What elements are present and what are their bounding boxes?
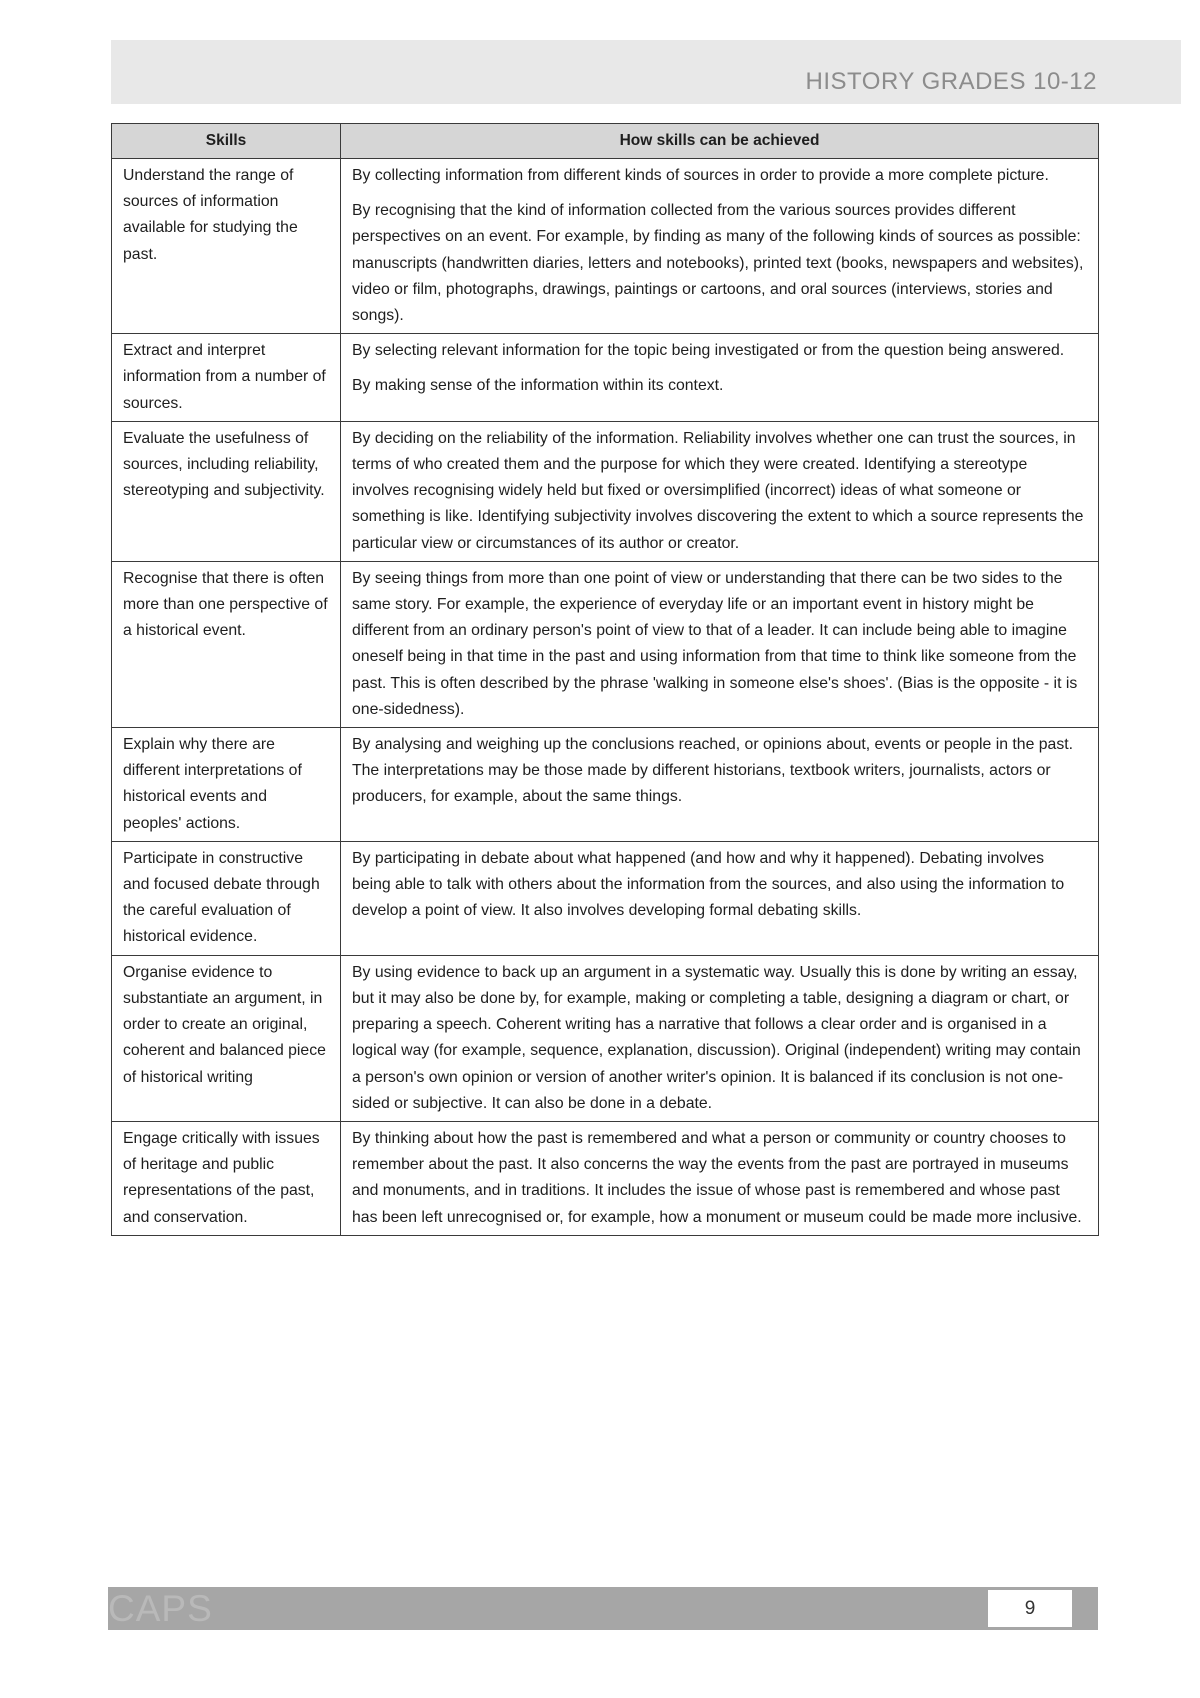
table-header-row	[112, 124, 1099, 159]
how-cell	[341, 159, 1099, 334]
how-paragraph: By analysing and weighing up the conclusions reached, or opinions about, events or people in the past. The interpretations may be those made by different historians, textbook writers, journalists, actors or producers, for example, about the same things.	[352, 736, 1073, 806]
how-cell	[341, 728, 1099, 842]
skill-cell: Recognise that there is often more than one perspective of a historical event.	[112, 561, 341, 727]
skill-cell: Participate in constructive and focused debate through the careful evaluation of historical evidence.	[112, 841, 341, 955]
header-band	[111, 40, 1181, 104]
table-row	[112, 955, 1099, 1121]
skill-cell: Understand the range of sources of information available for studying the past.	[112, 159, 341, 334]
table-row	[112, 159, 1099, 334]
table-row	[112, 841, 1099, 955]
skill-cell: Organise evidence to substantiate an argument, in order to create an original, coherent and balanced piece of historical writing	[112, 955, 341, 1121]
page-number: 9	[988, 1590, 1072, 1627]
how-cell	[341, 1121, 1099, 1235]
skills-table	[111, 123, 1099, 1236]
how-cell	[341, 421, 1099, 561]
column-header-skills: Skills	[112, 124, 341, 159]
table-row	[112, 561, 1099, 727]
table-row	[112, 728, 1099, 842]
table-row	[112, 1121, 1099, 1235]
how-paragraph: By selecting relevant information for the topic being investigated or from the question being answered.	[352, 342, 1065, 360]
skill-cell: Explain why there are different interpretations of historical events and peoples' actions.	[112, 728, 341, 842]
column-header-how: How skills can be achieved	[341, 124, 1099, 159]
how-paragraph: By collecting information from different kinds of sources in order to provide a more complete picture.	[352, 167, 1049, 184]
how-paragraph: By deciding on the reliability of the information. Reliability involves whether one can trust the sources, in terms of who created them and the purpose for which they were created. Identifying a stereotype involves recognising widely held but fixed or oversimplified (incorrect) ideas of what someone or something is like. Identifying subjectivity involves discovering the extent to which a source represents the particular view or circumstances of its author or creator.	[352, 429, 1084, 552]
table-row	[112, 421, 1099, 561]
how-paragraph: By thinking about how the past is remembered and what a person or community or country chooses to remember about the past. It also concerns the way the events from the past are portrayed in museums and monuments, and in traditions. It includes the issue of whose past is remembered and whose past has been left unrecognised or, for example, how a monument or museum could be made more inclusive.	[352, 1129, 1082, 1226]
document-title: HISTORY GRADES 10-12	[805, 68, 1097, 95]
skill-cell: Engage critically with issues of heritage and public representations of the past, and conservation.	[112, 1121, 341, 1235]
table-row	[112, 334, 1099, 422]
how-cell	[341, 841, 1099, 955]
how-paragraph: By participating in debate about what happened (and how and why it happened). Debating involves being able to talk with others about the information from the sources, and also using the information to develop a point of view. It also involves developing formal debating skills.	[352, 849, 1065, 920]
how-cell	[341, 561, 1099, 727]
how-paragraph: By recognising that the kind of information collected from the various sources provides different perspectives on an event. For example, by finding as many of the following kinds of sources as possible: manuscripts (handwritten diaries, letters and notebooks), printed text (books, newspapers and websites), video or film, photographs, drawings, paintings or cartoons, and oral sources (interviews, stories and songs).	[352, 202, 1084, 325]
how-cell	[341, 955, 1099, 1121]
how-paragraph: By seeing things from more than one point of view or understanding that there can be two sides to the same story. For example, the experience of everyday life or an important event in history might be different from an ordinary person's point of view to that of a leader. It can include being able to imagine oneself being in that time in the past and using information from that time to think like someone from the past. This is often described by the phrase 'walking in someone else's shoes'. (Bias is the opposite - it is one-sidedness).	[352, 569, 1078, 718]
caps-logo: CAPS	[108, 1588, 213, 1629]
skill-cell: Evaluate the usefulness of sources, including reliability, stereotyping and subjectivity.	[112, 421, 341, 561]
skill-cell: Extract and interpret information from a number of sources.	[112, 334, 341, 422]
how-paragraph: By using evidence to back up an argument in a systematic way. Usually this is done by writing an essay, but it may also be done by, for example, making or completing a table, designing a diagram or chart, or preparing a speech. Coherent writing has a narrative that follows a clear order and is organised in a logical way (for example, sequence, explanation, discussion). Original (independent) writing may contain a person's own opinion or version of another writer's opinion. It is balanced if its conclusion is not one-sided or subjective. It can also be done in a debate.	[352, 963, 1081, 1112]
how-cell	[341, 334, 1099, 422]
how-paragraph: By making sense of the information within its context.	[352, 377, 724, 395]
footer-band	[108, 1587, 1098, 1630]
